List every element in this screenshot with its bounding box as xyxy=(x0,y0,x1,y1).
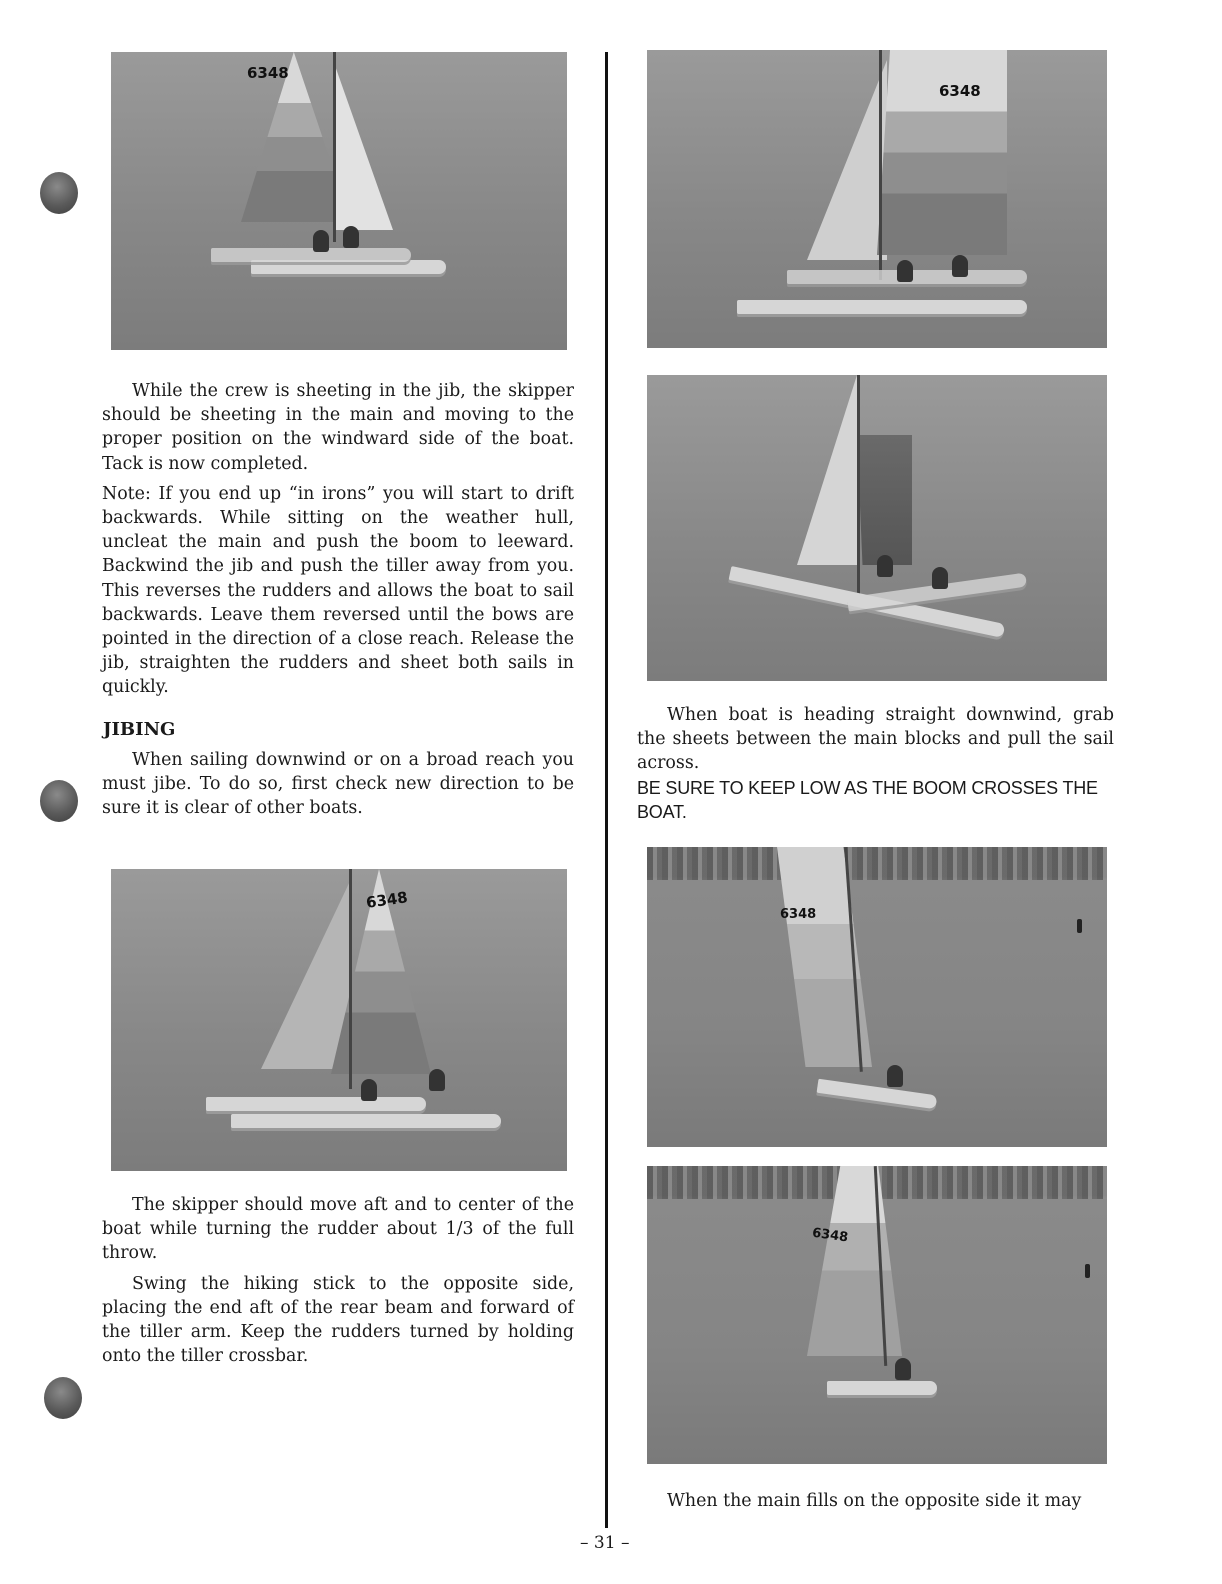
crew-member xyxy=(952,255,968,277)
sail-number: 6348 xyxy=(811,1225,850,1246)
hull xyxy=(827,1381,937,1395)
crew-member xyxy=(877,555,893,577)
hull xyxy=(251,260,446,274)
mast xyxy=(349,869,352,1089)
photo-broad-reach xyxy=(111,869,567,1171)
sail-number: 6348 xyxy=(364,888,409,912)
photo-close-hauled xyxy=(111,52,567,350)
crew-member xyxy=(429,1069,445,1091)
jib-sail xyxy=(261,879,351,1069)
sail-number: 6348 xyxy=(780,907,817,922)
crew-member xyxy=(897,260,913,282)
hull xyxy=(206,1097,426,1111)
mainsail xyxy=(857,435,912,565)
boom-warning: BE SURE TO KEEP LOW AS THE BOOM CROSSES THE BOAT. xyxy=(637,777,1098,822)
jib-sail xyxy=(807,60,887,260)
buoy xyxy=(1085,1264,1090,1278)
hull xyxy=(817,1079,938,1110)
crew-member xyxy=(361,1079,377,1101)
mast xyxy=(857,375,860,595)
crew-member xyxy=(895,1358,911,1380)
paragraph-straight-downwind: When boat is heading straight downwind, grab the sheets between the main blocks and pull the sail across. BE SURE TO KEEP LOW AS THE BOOM CROSSES THE BOAT. xyxy=(637,703,1114,830)
binder-hole-top xyxy=(40,172,78,214)
jib-sail xyxy=(333,60,393,230)
photo-crew-crossing xyxy=(647,50,1107,348)
jib-sail xyxy=(797,375,857,565)
page-number: – 31 – xyxy=(580,1533,630,1553)
mainsail xyxy=(877,50,1007,255)
paragraph-in-irons-note: Note: If you end up “in irons” you will start to drift backwards. While sitting on the weather hull, uncleat the main and push the boom to leeward. Backwind the jib and push the tiller away from you. This reverses the rudders and allows the boat to sail backwards. Leave them reversed until the bows are pointed in the direction of a close reach. Release the jib, straighten the rudders and sheet both sails in quickly. xyxy=(102,483,574,698)
hull xyxy=(737,300,1027,314)
binder-hole-bottom xyxy=(44,1377,82,1419)
crew-member xyxy=(932,567,948,589)
column-divider xyxy=(605,52,608,1528)
paragraph-jibing-intro: When sailing downwind or on a broad reach you must jibe. To do so, first check new direction to be sure it is clear of other boats. xyxy=(102,750,574,819)
paragraph-main-fills: When the main fills on the opposite side it may xyxy=(667,1491,1082,1511)
harbor-shoreline xyxy=(647,847,1107,880)
paragraph-tack-completed: While the crew is sheeting in the jib, the skipper should be sheeting in the main and moving to the proper position on the windward side of the boat. Tack is now completed. Note: If you end up “in irons” you will start to drift backwards. While sitting on the weather hull, uncleat the main and push the boom to leeward. Backwind the jib and push the tiller away from you. This reverses the rudders and allows the boat to sail backwards. Leave them reversed until the bows are pointed in the direction of a close reach. Release the jib, straighten the rudders and sheet both sails in quickly. xyxy=(102,379,574,706)
section-heading-jibing: JIBING xyxy=(103,719,176,740)
hull xyxy=(231,1114,501,1128)
buoy xyxy=(1077,919,1082,933)
photo-jibe-completed xyxy=(647,1166,1107,1464)
crew-member xyxy=(343,226,359,248)
photo-harbor-sailing xyxy=(647,847,1107,1147)
crew-member xyxy=(313,230,329,252)
mast xyxy=(333,52,336,242)
paragraph-hiking-stick: Swing the hiking stick to the opposite side, placing the end aft of the rear beam and forward of the tiller arm. Keep the rudders turned by holding onto the tiller crossbar. xyxy=(102,1273,574,1367)
sail-number: 6348 xyxy=(939,82,981,100)
crew-member xyxy=(887,1065,903,1087)
photo-turning-downwind xyxy=(647,375,1107,681)
mast xyxy=(879,50,882,280)
hull xyxy=(211,248,411,262)
sail-number: 6348 xyxy=(247,64,289,82)
binder-hole-middle xyxy=(40,780,78,822)
paragraph-skipper-aft: The skipper should move aft and to center of the boat while turning the rudder about 1/3 of the full throw. Swing the hiking stick to the opposite side, placing the end aft of the rear beam and forward of the tiller arm. Keep the rudders turned by holding onto the tiller crossbar. xyxy=(102,1193,574,1374)
